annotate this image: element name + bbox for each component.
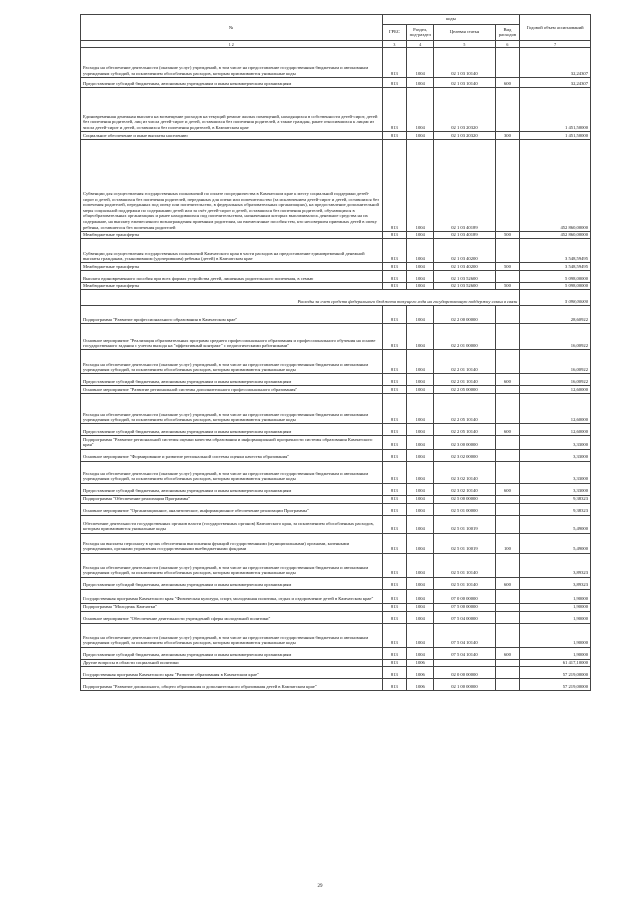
- table-row: [81, 324, 591, 350]
- row-amount: 16,00922: [520, 374, 591, 386]
- row-grbs: 813: [382, 424, 407, 436]
- row-grbs: 813: [382, 449, 407, 461]
- table-row: [81, 394, 591, 424]
- row-grbs: 813: [382, 647, 407, 659]
- row-amount: 12,60000: [520, 394, 591, 424]
- row-grbs: 813: [382, 461, 407, 483]
- row-section: 1004: [407, 88, 434, 132]
- table-row: [81, 623, 591, 647]
- row-amount: 16,00922: [520, 324, 591, 350]
- row-name: Расходы на обеспечение деятельности (оказание услуг) учреждений, в том числе на предоставление государственным бюджетным и автономным учреждениям субсидий, за исключением обособленных расходов, которым присваиваются уникальные коды: [81, 553, 383, 577]
- row-section: 1004: [407, 436, 434, 449]
- row-amount: 1 451,50000: [520, 132, 591, 140]
- row-section: 1004: [407, 139, 434, 231]
- row-grbs: 813: [382, 324, 407, 350]
- row-target-article: 02 1 03 10140: [434, 48, 495, 78]
- row-amount: 452 860,00000: [520, 139, 591, 231]
- row-section: 1004: [407, 589, 434, 603]
- row-target-article: 02 3 02 10140: [434, 483, 495, 495]
- row-target-article: 02 5 01 10140: [434, 577, 495, 589]
- note-row: [81, 290, 591, 306]
- row-expense-type: 500: [495, 263, 520, 271]
- index-cell: 4: [407, 41, 434, 48]
- row-section: 1004: [407, 495, 434, 503]
- table-row: [81, 282, 591, 290]
- row-grbs: 813: [382, 603, 407, 611]
- row-grbs: 813: [382, 495, 407, 503]
- row-expense-type: [495, 324, 520, 350]
- row-grbs: 813: [382, 667, 407, 679]
- row-section: 1004: [407, 350, 434, 374]
- row-grbs: 813: [382, 553, 407, 577]
- budget-table: [80, 14, 591, 691]
- row-target-article: 02 0 00 00000: [434, 667, 495, 679]
- row-expense-type: [495, 603, 520, 611]
- row-amount: 32,24307: [520, 48, 591, 78]
- row-amount: 28,60922: [520, 306, 591, 324]
- row-expense-type: 600: [495, 424, 520, 436]
- row-target-article: 02 1 03 52600: [434, 282, 495, 290]
- row-section: 1004: [407, 503, 434, 515]
- row-target-article: 02 2 05 10140: [434, 424, 495, 436]
- header-amount: Годовой объем ассигнований: [520, 15, 591, 41]
- row-target-article: [434, 659, 495, 667]
- row-section: 1004: [407, 449, 434, 461]
- table-row: [81, 239, 591, 263]
- row-name: Основное мероприятие "Развитие региональной системы дополнительного профессионального образования": [81, 386, 383, 394]
- row-target-article: 07 5 04 00000: [434, 611, 495, 623]
- row-name: Расходы на обеспечение деятельности (оказание услуг) учреждений, в том числе на предоставление государственным бюджетным и автономным учреждениям субсидий, за исключением обособленных расходов, которым присваиваются уникальные коды: [81, 394, 383, 424]
- row-name: Субвенции для осуществления государственных полномочий по оплате посредничества в Камчатском крае к месту социальной поддержки детей-сирот и детей, оставшихся без попечения родителей, переданных для опеки или попечительство (за исключением детей-сирот и детей, оставшихся без попечения родителей, переданных под опеку или попечительство, в федеральных образовательных организациях), на предоставление дополнительной меры социальной поддержки по содержанию детей или за счёт детей-сирот и детей, оставшихся без попечения родителей, обучающихся в общеобразовательных организациях и ранее находившихся под попечительством, назначенным которых выплачивалось денежное средства на их содержание, на выплату ежемесячного вознаграждения приемным родителям, на ежемесячные пособия тем, кто несовершен приемных детей в опеку ребенка, оставшегося без попечения родителей: [81, 139, 383, 231]
- row-target-article: 07 5 04 10140: [434, 623, 495, 647]
- header-exp-type: Вид расходов: [495, 24, 520, 41]
- row-amount: 16,00922: [520, 350, 591, 374]
- row-amount: 3,89323: [520, 577, 591, 589]
- table-row: [81, 495, 591, 503]
- row-section: 1004: [407, 603, 434, 611]
- table-row: [81, 679, 591, 691]
- row-amount: 9,38323: [520, 495, 591, 503]
- budget-table-container: [80, 14, 591, 691]
- row-target-article: 02 1 03 40189: [434, 139, 495, 231]
- row-grbs: 813: [382, 659, 407, 667]
- row-target-article: 02 1 03 20320: [434, 88, 495, 132]
- row-grbs: 813: [382, 589, 407, 603]
- row-name: Субвенции для осуществления государственных полномочий Камчатского края в части расходов на предоставление единовременной денежной выплаты гражданам, усыновившим (удочерившим) ребенка (детей) в Камчатском крае: [81, 239, 383, 263]
- row-name: Предоставление субсидий бюджетным, автономным учреждениям и иным некоммерческим организациям: [81, 424, 383, 436]
- index-cell: 3: [382, 41, 407, 48]
- row-section: 1004: [407, 386, 434, 394]
- row-section: 1004: [407, 424, 434, 436]
- row-expense-type: 600: [495, 78, 520, 88]
- row-expense-type: [495, 394, 520, 424]
- row-amount: 32,24307: [520, 78, 591, 88]
- row-section: 1006: [407, 679, 434, 691]
- row-target-article: 02 3 02 10140: [434, 461, 495, 483]
- row-grbs: 813: [382, 394, 407, 424]
- row-section: 1004: [407, 239, 434, 263]
- row-name: Предоставление субсидий бюджетным, автономным учреждениям и иным некоммерческим организациям: [81, 647, 383, 659]
- row-expense-type: [495, 503, 520, 515]
- row-name: Предоставление субсидий бюджетным, автономным учреждениям и иным некоммерческим организациям: [81, 78, 383, 88]
- row-target-article: 02 5 01 00000: [434, 503, 495, 515]
- row-section: 1004: [407, 282, 434, 290]
- row-name: Социальное обеспечение и иные выплаты населению: [81, 132, 383, 140]
- row-target-article: 02 1 00 00000: [434, 679, 495, 691]
- row-name: Расходы на выплаты персоналу в целях обеспечения выполнения функций государственными (муниципальными) органами, казенными учреждениями, органами управления государственными внебюджетными фондами: [81, 533, 383, 553]
- row-expense-type: 100: [495, 533, 520, 553]
- row-expense-type: [495, 239, 520, 263]
- row-amount: 61 417,10000: [520, 659, 591, 667]
- row-target-article: 07 0 00 00000: [434, 589, 495, 603]
- row-target-article: 02 5 00 00000: [434, 495, 495, 503]
- row-name: Единовременная денежная выплата на возмещение расходов на текущий ремонт жилых помещений, находящихся в собственности детей-сирот, детей без попечения родителей, лиц из числа детей-сирот и детей, оставшихся без попечения родителей, а также граждан, ранее относившихся к лицам из числа детей-сирот и детей, оставшихся без попечения родителей, в Камчатском крае: [81, 88, 383, 132]
- row-name: Расходы на обеспечение деятельности (оказание услуг) учреждений, в том числе на предоставление государственным бюджетным и автономным учреждениям субсидий, за исключением обособленных расходов, которым присваиваются уникальные коды: [81, 461, 383, 483]
- row-expense-type: [495, 623, 520, 647]
- column-index-row: [81, 41, 591, 48]
- row-amount: 5,49000: [520, 515, 591, 533]
- row-name: Другие вопросы в области социальной политики: [81, 659, 383, 667]
- row-expense-type: [495, 659, 520, 667]
- row-section: 1004: [407, 577, 434, 589]
- row-section: 1004: [407, 647, 434, 659]
- row-name: Обеспечение деятельности государственных органов власти (государственных органов) Камчатского края, за исключением обособленных расходов, которым присваиваются уникальные коды: [81, 515, 383, 533]
- row-grbs: 813: [382, 436, 407, 449]
- row-name: Предоставление субсидий бюджетным, автономным учреждениям и иным некоммерческим организациям: [81, 374, 383, 386]
- row-target-article: 02 3 00 00000: [434, 436, 495, 449]
- row-name: Основное мероприятие "Организационное, аналитическое, информационное обеспечение реализации Программы": [81, 503, 383, 515]
- table-row: [81, 577, 591, 589]
- row-name: Государственная программа Камчатского края "Развитие образования в Камчатском крае": [81, 667, 383, 679]
- row-amount: 1,90000: [520, 603, 591, 611]
- row-section: 1004: [407, 461, 434, 483]
- row-amount: 3,33000: [520, 461, 591, 483]
- row-expense-type: [495, 306, 520, 324]
- note-text: Расходы за счет средств федерального бюджета текущего года на государственную поддержку семьи в связи: [81, 290, 520, 306]
- row-amount: 57 219,00000: [520, 679, 591, 691]
- row-grbs: 813: [382, 350, 407, 374]
- table-row: [81, 350, 591, 374]
- row-name: Основное мероприятие "Обеспечение деятельности учреждений сферы молодежной политики": [81, 611, 383, 623]
- header-number: №: [81, 15, 383, 41]
- row-target-article: 02 1 03 40200: [434, 263, 495, 271]
- page-number: 29: [317, 884, 323, 889]
- row-amount: 3,89323: [520, 553, 591, 577]
- row-name: Государственная программа Камчатского края "Физическая культура, спорт, молодежная политика, отдых и оздоровление детей в Камчатском крае": [81, 589, 383, 603]
- table-row: [81, 374, 591, 386]
- row-expense-type: [495, 461, 520, 483]
- table-row: [81, 436, 591, 449]
- table-row: [81, 270, 591, 282]
- table-row: [81, 78, 591, 88]
- row-expense-type: [495, 611, 520, 623]
- table-row: [81, 88, 591, 132]
- table-body: [81, 41, 591, 691]
- index-cell: 5: [434, 41, 495, 48]
- row-name: Подпрограмма "Молодежь Камчатки": [81, 603, 383, 611]
- row-grbs: 813: [382, 503, 407, 515]
- row-target-article: 02 1 03 10140: [434, 78, 495, 88]
- row-expense-type: 500: [495, 231, 520, 239]
- index-cell: 7: [520, 41, 591, 48]
- row-name: Подпрограмма "Обеспечение реализации Программы": [81, 495, 383, 503]
- row-expense-type: 300: [495, 132, 520, 140]
- row-expense-type: [495, 589, 520, 603]
- row-grbs: 813: [382, 679, 407, 691]
- row-grbs: 813: [382, 78, 407, 88]
- row-name: Межбюджетные трансферты: [81, 282, 383, 290]
- row-target-article: 02 2 01 10140: [434, 350, 495, 374]
- header-codes: коды: [382, 15, 520, 25]
- row-grbs: 813: [382, 263, 407, 271]
- row-section: 1004: [407, 515, 434, 533]
- row-grbs: 813: [382, 515, 407, 533]
- row-section: 1004: [407, 132, 434, 140]
- header-section: Раздел, под-раздел: [407, 24, 434, 41]
- row-amount: 3 548,59495: [520, 239, 591, 263]
- row-amount: 9,38323: [520, 503, 591, 515]
- row-section: 1004: [407, 553, 434, 577]
- row-section: 1004: [407, 483, 434, 495]
- header-target: Целевая статья: [434, 24, 495, 41]
- row-section: 1006: [407, 667, 434, 679]
- row-amount: 3,33000: [520, 449, 591, 461]
- row-expense-type: 600: [495, 577, 520, 589]
- row-section: 1004: [407, 324, 434, 350]
- row-amount: 3,33000: [520, 436, 591, 449]
- row-expense-type: [495, 495, 520, 503]
- row-expense-type: [495, 88, 520, 132]
- row-expense-type: [495, 386, 520, 394]
- table-row: [81, 603, 591, 611]
- table-row: [81, 386, 591, 394]
- row-grbs: 813: [382, 306, 407, 324]
- row-target-article: 02 5 01 10019: [434, 533, 495, 553]
- row-target-article: 02 1 03 40200: [434, 239, 495, 263]
- row-grbs: 813: [382, 88, 407, 132]
- row-target-article: 02 2 01 10140: [434, 374, 495, 386]
- row-expense-type: [495, 270, 520, 282]
- row-expense-type: [495, 667, 520, 679]
- table-row: [81, 263, 591, 271]
- row-amount: 12,60000: [520, 386, 591, 394]
- row-target-article: 02 1 03 20320: [434, 132, 495, 140]
- row-expense-type: [495, 139, 520, 231]
- row-amount: 1,90000: [520, 589, 591, 603]
- row-target-article: 07 5 04 10140: [434, 647, 495, 659]
- table-row: [81, 667, 591, 679]
- row-section: 1004: [407, 623, 434, 647]
- row-amount: 3 548,59495: [520, 263, 591, 271]
- table-row: [81, 132, 591, 140]
- row-expense-type: 600: [495, 647, 520, 659]
- row-target-article: 02 3 02 00000: [434, 449, 495, 461]
- row-name: Подпрограмма "Развитие дошкольного, общего образования и дополнительного образования детей в Камчатском крае": [81, 679, 383, 691]
- row-section: 1004: [407, 611, 434, 623]
- row-section: 1004: [407, 231, 434, 239]
- row-name: Межбюджетные трансферты: [81, 263, 383, 271]
- table-row: [81, 449, 591, 461]
- row-section: 1004: [407, 270, 434, 282]
- table-row: [81, 48, 591, 78]
- row-target-article: 02 2 05 10140: [434, 394, 495, 424]
- row-name: Расходы на обеспечение деятельности (оказание услуг) учреждений, в том числе на предоставление государственным бюджетным и автономным учреждениям субсидий, за исключением обособленных расходов, которым присваиваются уникальные коды: [81, 623, 383, 647]
- row-grbs: 813: [382, 139, 407, 231]
- row-amount: 57 219,00000: [520, 667, 591, 679]
- table-row: [81, 647, 591, 659]
- row-name: Подпрограмма "Развитие профессионального образования в Камчатском крае": [81, 306, 383, 324]
- row-amount: 5 098,00000: [520, 270, 591, 282]
- header-grbs: ГРБС: [382, 24, 407, 41]
- row-amount: 1,90000: [520, 647, 591, 659]
- table-row: [81, 424, 591, 436]
- row-grbs: 813: [382, 270, 407, 282]
- row-target-article: 02 1 03 52600: [434, 270, 495, 282]
- row-grbs: 813: [382, 386, 407, 394]
- row-expense-type: [495, 350, 520, 374]
- row-name: Предоставление субсидий бюджетным, автономным учреждениям и иным некоммерческим организациям: [81, 483, 383, 495]
- row-grbs: 813: [382, 533, 407, 553]
- row-section: 1004: [407, 374, 434, 386]
- row-target-article: 07 5 00 00000: [434, 603, 495, 611]
- row-grbs: 813: [382, 623, 407, 647]
- row-amount: 452 860,00000: [520, 231, 591, 239]
- note-amount: 5 098,00000: [520, 290, 591, 306]
- row-grbs: 813: [382, 239, 407, 263]
- row-name: Основное мероприятие "Реализация образовательных программ среднего профессионального образования и профессионального обучения на основе государственного задания с учетом выхода на "эффективный контракт" с педагогическими работниками": [81, 324, 383, 350]
- row-name: Расходы на обеспечение деятельности (оказание услуг) учреждений, в том числе на предоставление государственным бюджетным и автономным учреждениям субсидий, за исключением обособленных расходов, которым присваиваются уникальные коды: [81, 350, 383, 374]
- table-row: [81, 611, 591, 623]
- row-amount: 5 098,00000: [520, 282, 591, 290]
- row-amount: 1,90000: [520, 611, 591, 623]
- table-row: [81, 503, 591, 515]
- row-section: 1004: [407, 263, 434, 271]
- table-row: [81, 589, 591, 603]
- row-target-article: 02 5 01 10019: [434, 515, 495, 533]
- row-name: Основное мероприятие "Формирование и развитие региональной системы оценки качества образования": [81, 449, 383, 461]
- row-grbs: 813: [382, 577, 407, 589]
- row-amount: 12,60000: [520, 424, 591, 436]
- row-name: Подпрограмма "Развитие региональной системы оценки качества образования и информационной прозрачности системы образования Камчатского края": [81, 436, 383, 449]
- row-target-article: 02 5 01 10140: [434, 553, 495, 577]
- table-row: [81, 483, 591, 495]
- header-row-1: [81, 15, 591, 25]
- row-grbs: 813: [382, 611, 407, 623]
- row-amount: 1 451,50000: [520, 88, 591, 132]
- row-section: 1004: [407, 78, 434, 88]
- row-name: Предоставление субсидий бюджетным, автономным учреждениям и иным некоммерческим организациям: [81, 577, 383, 589]
- row-section: 1004: [407, 306, 434, 324]
- row-grbs: 813: [382, 282, 407, 290]
- row-expense-type: 600: [495, 483, 520, 495]
- row-expense-type: [495, 436, 520, 449]
- row-section: 1004: [407, 48, 434, 78]
- row-expense-type: [495, 48, 520, 78]
- table-row: [81, 533, 591, 553]
- row-expense-type: 500: [495, 282, 520, 290]
- row-amount: 5,49000: [520, 533, 591, 553]
- row-grbs: 813: [382, 374, 407, 386]
- row-expense-type: [495, 515, 520, 533]
- table-row: [81, 659, 591, 667]
- table-row: [81, 231, 591, 239]
- row-section: 1004: [407, 533, 434, 553]
- row-target-article: 02 2 05 00000: [434, 386, 495, 394]
- row-grbs: 813: [382, 231, 407, 239]
- row-target-article: 02 2 01 00000: [434, 324, 495, 350]
- row-expense-type: [495, 449, 520, 461]
- row-name: Расходы на обеспечение деятельности (оказание услуг) учреждений, в том числе на предоставление государственным бюджетным и автономным учреждениям субсидий, за исключением обособленных расходов, которым присваиваются уникальные коды: [81, 48, 383, 78]
- index-cell: 1 2: [81, 41, 383, 48]
- row-name: Выплата единовременного пособия при всех формах устройства детей, лишенных родительского попечения, в семью: [81, 270, 383, 282]
- row-grbs: 813: [382, 483, 407, 495]
- row-section: 1004: [407, 394, 434, 424]
- row-amount: 3,33000: [520, 483, 591, 495]
- row-target-article: 02 1 03 40189: [434, 231, 495, 239]
- table-row: [81, 461, 591, 483]
- row-expense-type: [495, 553, 520, 577]
- row-expense-type: [495, 679, 520, 691]
- row-amount: 1,90000: [520, 623, 591, 647]
- table-row: [81, 515, 591, 533]
- row-target-article: 02 2 00 00000: [434, 306, 495, 324]
- row-section: 1006: [407, 659, 434, 667]
- index-cell: 6: [495, 41, 520, 48]
- table-row: [81, 139, 591, 231]
- table-row: [81, 306, 591, 324]
- table-row: [81, 553, 591, 577]
- row-grbs: 813: [382, 132, 407, 140]
- row-name: Межбюджетные трансферты: [81, 231, 383, 239]
- row-grbs: 813: [382, 48, 407, 78]
- row-expense-type: 600: [495, 374, 520, 386]
